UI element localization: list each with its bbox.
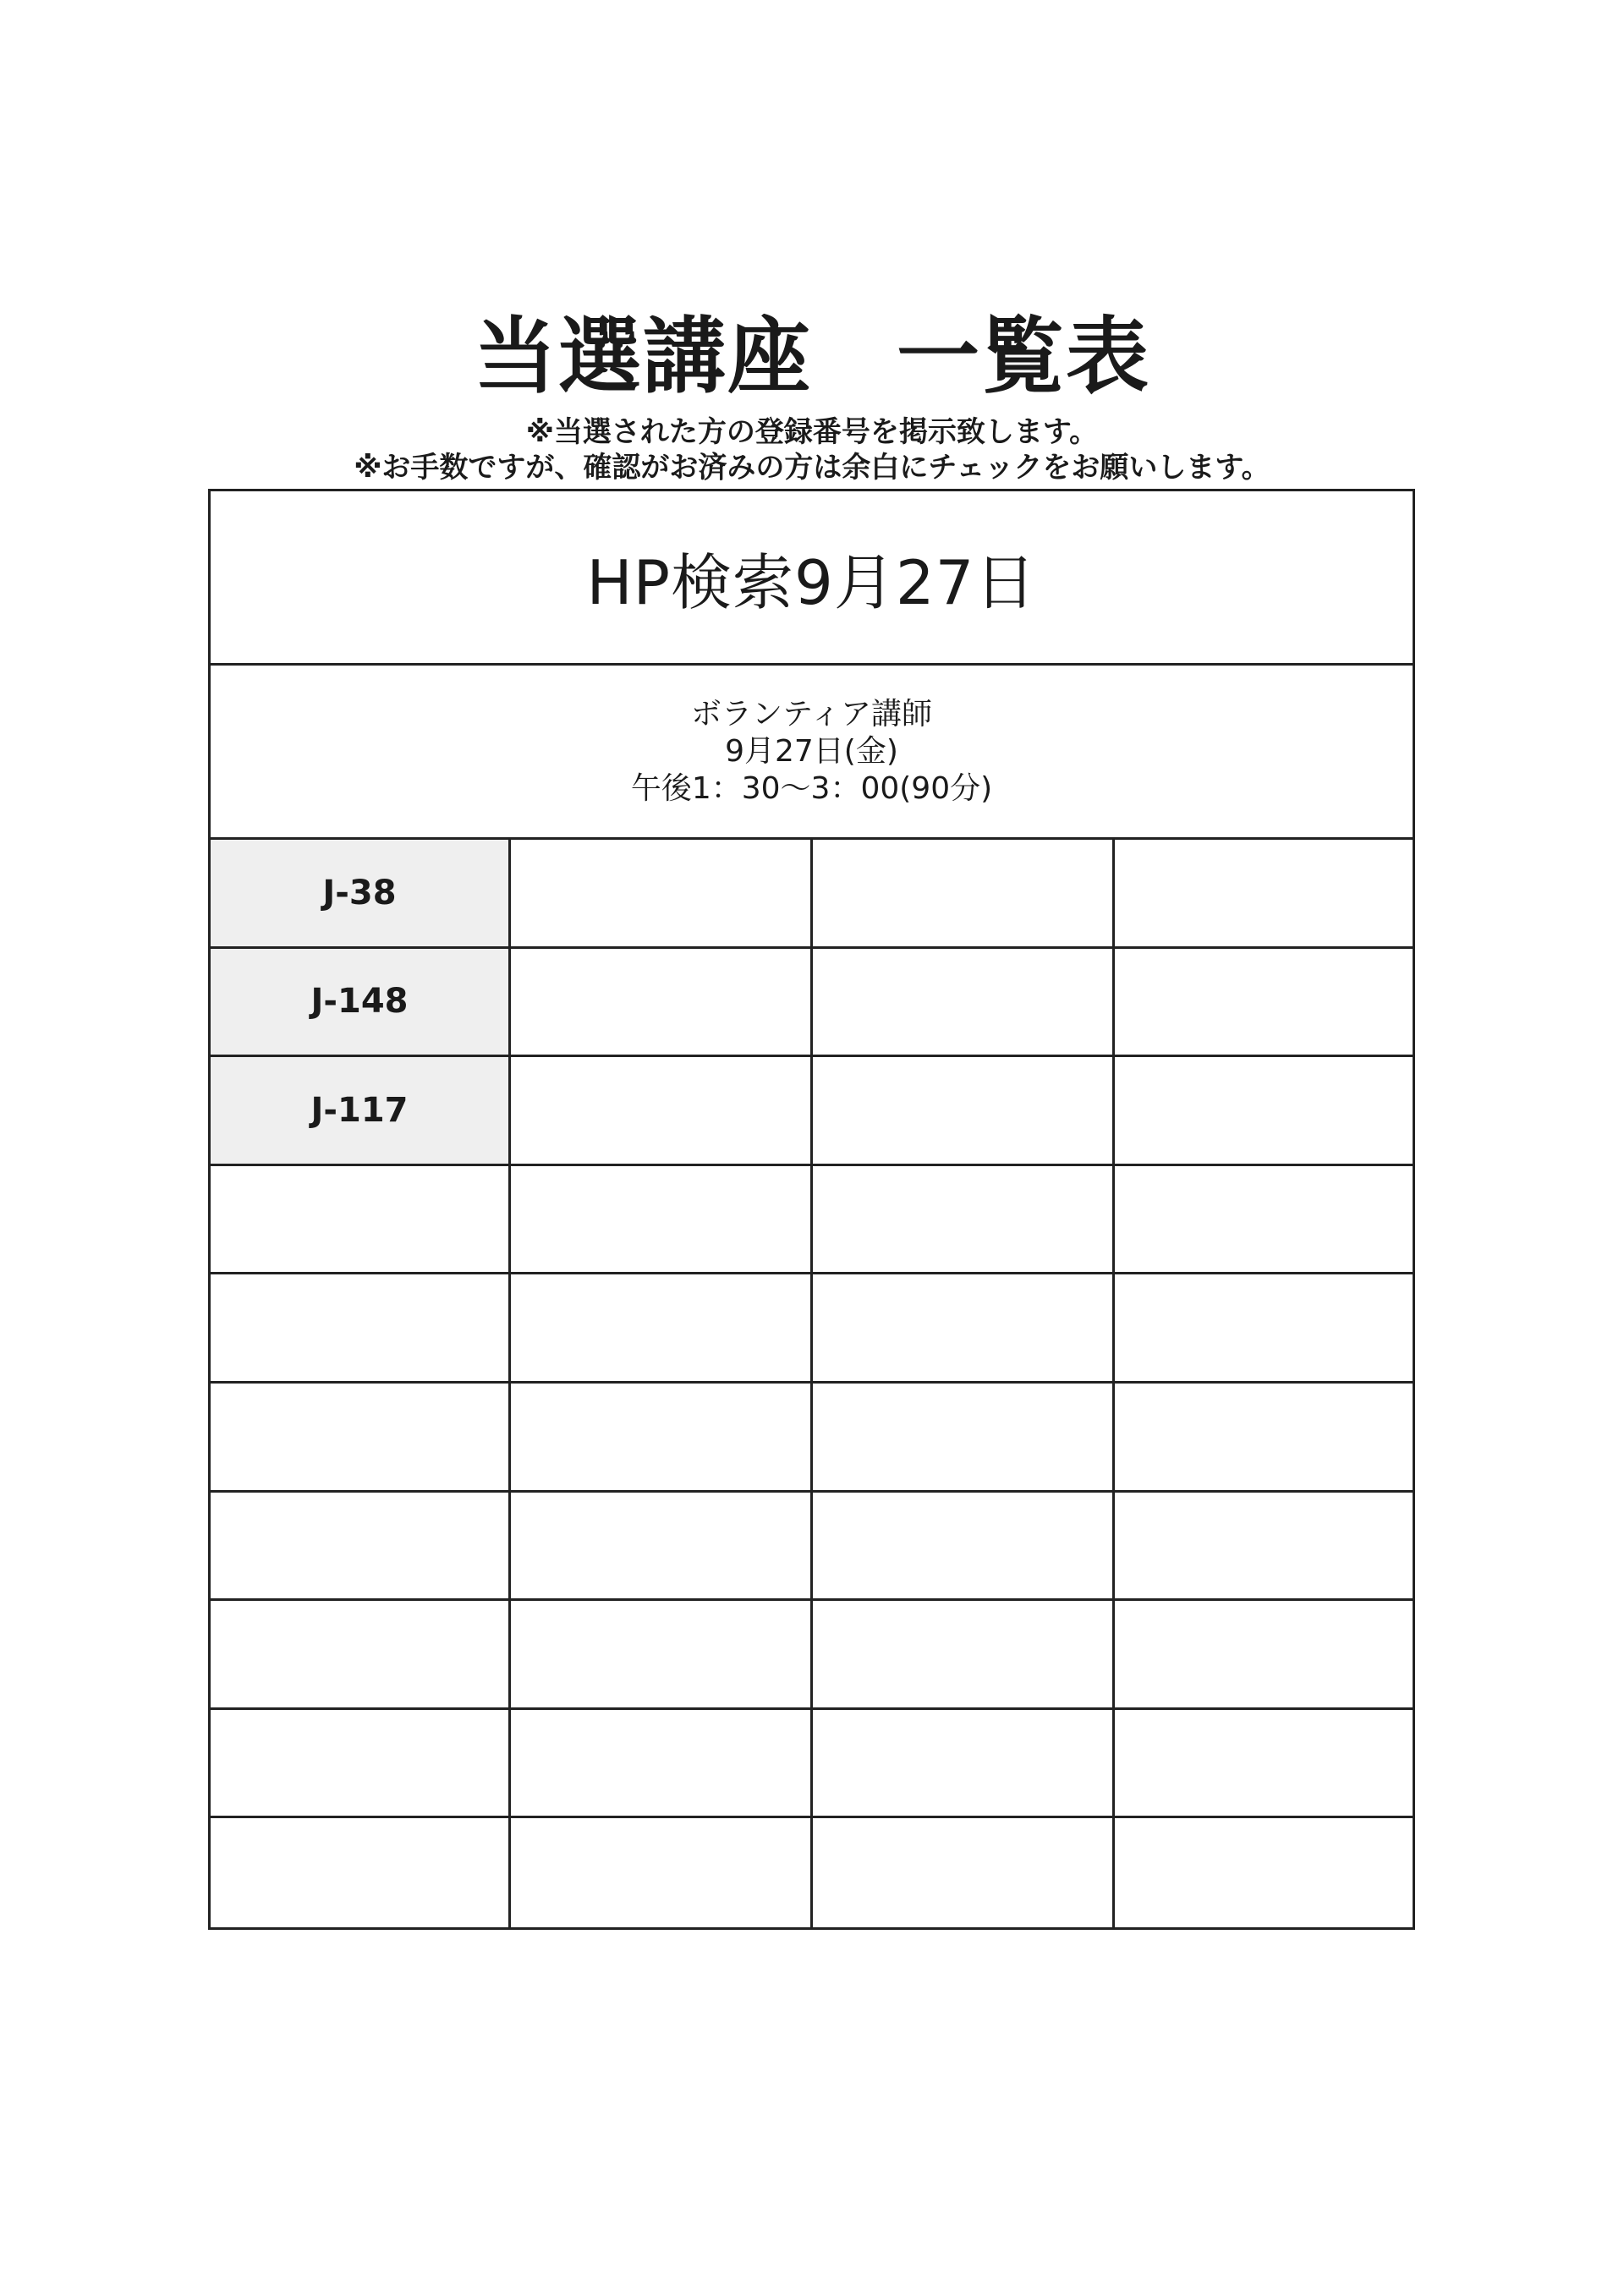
empty-cell bbox=[813, 1818, 1115, 1927]
empty-cell bbox=[813, 1601, 1115, 1710]
registration-number-cell: J-117 bbox=[211, 1057, 511, 1166]
empty-cell bbox=[1115, 1057, 1413, 1166]
empty-cell bbox=[1115, 1710, 1413, 1819]
empty-cell bbox=[813, 1166, 1115, 1275]
empty-cell bbox=[813, 1710, 1115, 1819]
empty-cell bbox=[813, 949, 1115, 1058]
registration-number-cell: J-148 bbox=[211, 949, 511, 1058]
empty-cell bbox=[511, 840, 813, 949]
empty-cell bbox=[813, 840, 1115, 949]
empty-cell bbox=[511, 1274, 813, 1384]
empty-cell bbox=[211, 1601, 511, 1710]
registration-grid bbox=[211, 840, 1413, 1927]
empty-cell bbox=[1115, 1166, 1413, 1275]
session-time: 午後1：30〜3：00(90分) bbox=[630, 770, 993, 806]
empty-cell bbox=[211, 1818, 511, 1927]
empty-cell bbox=[1115, 949, 1413, 1058]
session-header-text: HP検索9月27日 bbox=[586, 546, 1037, 618]
empty-cell bbox=[1115, 1274, 1413, 1384]
session-header bbox=[211, 491, 1413, 666]
session-info bbox=[211, 666, 1413, 840]
empty-cell bbox=[1115, 1493, 1413, 1602]
session-instructor: ボランティア講師 bbox=[690, 696, 933, 732]
empty-cell bbox=[813, 1057, 1115, 1166]
empty-cell bbox=[211, 1710, 511, 1819]
empty-cell bbox=[1115, 840, 1413, 949]
empty-cell bbox=[511, 1057, 813, 1166]
empty-cell bbox=[813, 1493, 1115, 1602]
empty-cell bbox=[511, 1710, 813, 1819]
empty-cell bbox=[511, 1818, 813, 1927]
empty-cell bbox=[511, 949, 813, 1058]
registration-number-cell: J-38 bbox=[211, 840, 511, 949]
empty-cell bbox=[211, 1493, 511, 1602]
note-posting: ※当選された方の登録番号を掲示致します。 bbox=[525, 415, 1099, 449]
empty-cell bbox=[511, 1166, 813, 1275]
empty-cell bbox=[511, 1384, 813, 1493]
page-title: 当選講座 一覧表 bbox=[473, 309, 1150, 405]
empty-cell bbox=[1115, 1384, 1413, 1493]
empty-cell bbox=[813, 1384, 1115, 1493]
empty-cell bbox=[211, 1166, 511, 1275]
empty-cell bbox=[211, 1274, 511, 1384]
empty-cell bbox=[813, 1274, 1115, 1384]
empty-cell bbox=[211, 1384, 511, 1493]
empty-cell bbox=[1115, 1601, 1413, 1710]
empty-cell bbox=[511, 1493, 813, 1602]
empty-cell bbox=[511, 1601, 813, 1710]
empty-cell bbox=[1115, 1818, 1413, 1927]
note-check-request: ※お手数ですが、確認がお済みの方は余白にチェックをお願いします。 bbox=[354, 451, 1270, 485]
session-date: 9月27日(金) bbox=[725, 733, 898, 769]
winners-table bbox=[208, 489, 1415, 1930]
